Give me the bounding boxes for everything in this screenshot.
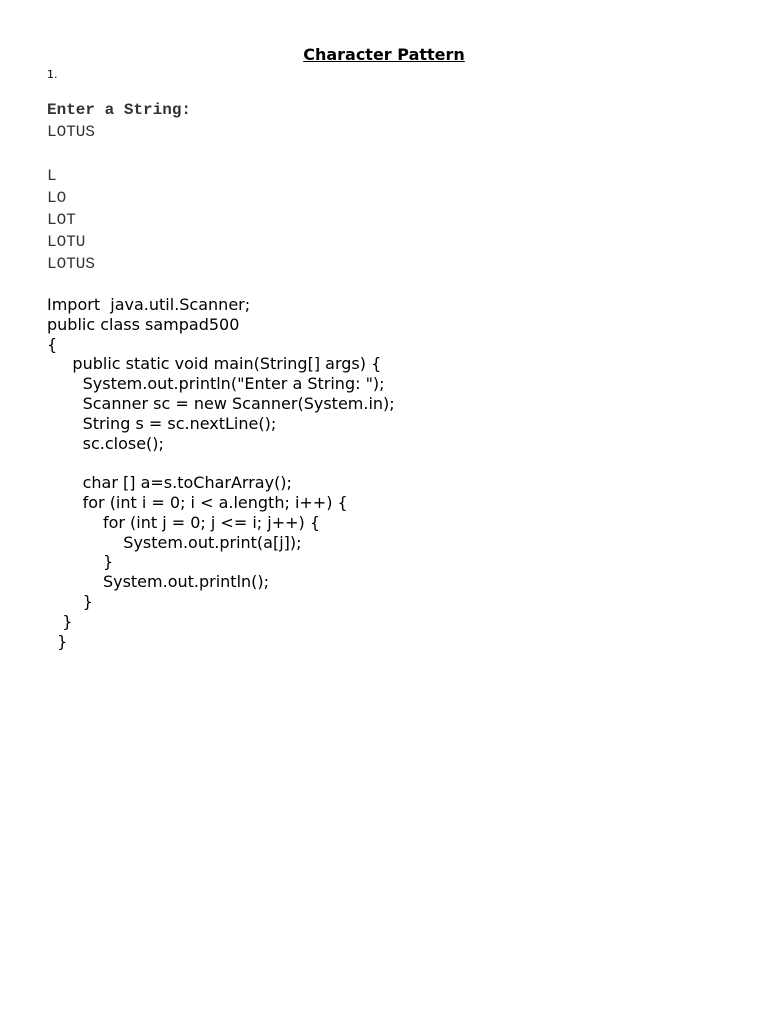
pattern-line: LOTU	[47, 233, 86, 251]
pattern-line: L	[47, 167, 57, 185]
code-line: char [] a=s.toCharArray();	[47, 473, 292, 493]
pattern-line: LOTUS	[47, 255, 96, 273]
pattern-line: LO	[47, 189, 67, 207]
pattern-line: LOT	[47, 211, 76, 229]
source-code	[47, 295, 395, 651]
code-line: System.out.println("Enter a String: ");	[47, 374, 385, 394]
program-output	[47, 99, 191, 275]
code-line: }	[47, 611, 73, 631]
code-line: Scanner sc = new Scanner(System.in);	[47, 393, 395, 413]
output-input: LOTUS	[47, 123, 96, 141]
code-line: String s = sc.nextLine();	[47, 413, 277, 433]
code-line: Import java.util.Scanner;	[47, 295, 251, 314]
code-line: public static void main(String[] args) {	[47, 354, 382, 374]
document-title: Character Pattern	[303, 45, 465, 64]
output-spacer	[47, 143, 191, 165]
code-line: for (int j = 0; j <= i; j++) {	[47, 512, 321, 532]
code-line: System.out.println();	[47, 572, 270, 592]
code-line: {	[47, 334, 58, 354]
code-line: }	[47, 552, 114, 572]
code-line: System.out.print(a[j]);	[47, 532, 302, 552]
code-line-blank	[47, 453, 395, 473]
output-prompt: Enter a String:	[47, 101, 192, 119]
code-line: sc.close();	[47, 433, 164, 453]
code-line: public class sampad500	[47, 314, 240, 334]
code-line: }	[47, 631, 68, 651]
code-line: }	[47, 591, 93, 611]
code-line: for (int i = 0; i < a.length; i++) {	[47, 492, 348, 512]
item-number: 1.	[47, 68, 58, 81]
